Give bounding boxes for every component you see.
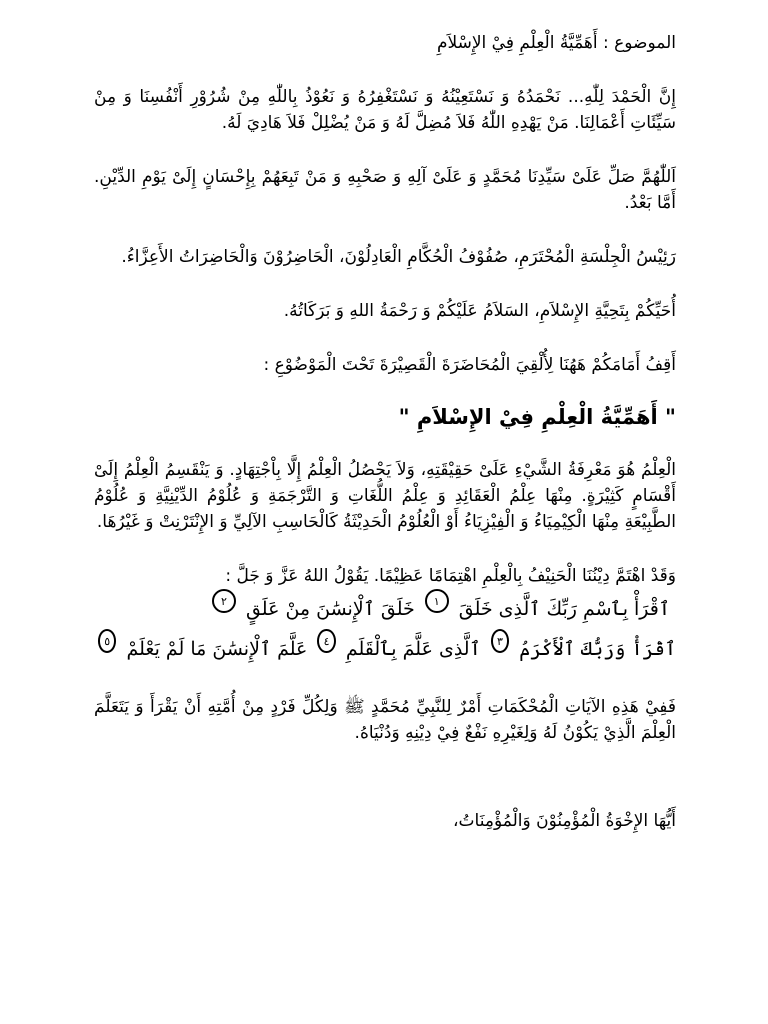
verse-number-marker: ١	[425, 589, 449, 613]
verse-text: ٱقْرَأْ وَرَبُّكَ ٱلْأَكْرَمُ	[519, 638, 676, 660]
verse-number-marker: ٤	[317, 629, 335, 653]
lecture-title: " أَهَمِّيَّةُ الْعِلْمِ فِيْ الإِسْلاَمِ "	[398, 405, 676, 429]
quran-verse-line-2	[94, 629, 676, 669]
definition-paragraph: الْعِلْمُ هُوَ مَعْرِفَةُ الشَّيْءِ عَلَىْ حَقِيْقَتِهِ، وَلاَ يَحْصُلُ الْعِلْمُ إِلَّا بِاْجْتِهَادٍ. وَ يَنْقَسِمُ الْعِلْمُ إِلَىْ أَقْسَامٍ كَثِيْرَةٍ. مِنْهَا عِلْمُ الْعَقَائِدِ وَ عِلْمُ اللُّغَاتِ وَ التَّرْجَمَةِ وَ عُلُوْمُ الدِّيْنِيَّةِ وَ عُلُوْمُ الطَّبِيْعَةِ مِنْهَا الْكِيْمِيَاءُ وَ الْفِيْزِيَاءُ أَوْ الْعُلُوْمُ الْحَدِيْثَةُ كَالْحَاسِبِ الآلِيِّ وَ الإِنْتَرْنِتْ وَ غَيْرُهَا.	[94, 460, 676, 532]
verse-text: ٱلَّذِى عَلَّمَ بِٱلْقَلَمِ	[345, 638, 481, 660]
verse-number-marker: ٥	[98, 629, 116, 653]
verse-number-marker: ٣	[491, 629, 509, 653]
verse-number-marker: ٢	[212, 589, 236, 613]
salawat-paragraph: اَللّٰهُمَّ صَلِّ عَلَىْ سَيِّدِنَا مُحَمَّدٍ وَ عَلَىْ آلِهِ وَ صَحْبِهِ وَ مَنْ تَبِعَهُمْ بِإِحْسَانٍ إِلَىْ يَوْمِ الدِّيْنِ. أَمَّا بَعْدُ.	[94, 167, 676, 213]
address-paragraph: رَئِيْسُ الْجِلْسَةِ الْمُحْتَرَمِ، صُفُوْفُ الْحُكَّامِ الْعَادِلُوْنَ، الْحَاضِرُوْنَ وَالْحَاضِرَاتُ الأَعِزَّاءُ.	[121, 247, 676, 267]
verse-text: ٱقْرَأْ بِٱسْمِ رَبِّكَ ٱلَّذِى خَلَقَ	[458, 598, 670, 620]
subject-line: الموضوع : أَهَمِّيَّةُ الْعِلْمِ فِيْ الإِسْلاَمِ	[436, 33, 676, 53]
opening-paragraph: إِنَّ الْحَمْدَ لِلّٰهِ... نَحْمَدُهُ وَ نَسْتَعِيْنُهُ وَ نَسْتَغْفِرُهُ وَ نَعُوْذُ بِاللّٰهِ مِنْ شُرُوْرِ أَنْفُسِنَا وَ مِنْ سَيِّئَاتِ أَعْمَالِنَا. مَنْ يَهْدِهِ اللّٰهُ فَلاَ مُضِلَّ لَهُ وَ مَنْ يُضْلِلْ فَلاَ هَادِيَ لَهُ.	[94, 87, 676, 133]
brothers-address: أَيُّهَا الإِخْوَةُ الْمُؤْمِنُوْنَ وَالْمُؤْمِنَاتُ،	[453, 811, 676, 831]
quran-intro: وَقَدْ اهْتَمَّ دِيْنُنَا الْحَنِيْفُ بِالْعِلْمِ اهْتِمَامًا عَظِيْمًا. يَقُوْلُ اللهُ عَزَّ وَ جَلَّ :	[225, 566, 676, 586]
verse-text: عَلَّمَ ٱلْإِنسَٰنَ مَا لَمْ يَعْلَمْ	[126, 638, 308, 660]
greeting-paragraph: أُحَيِّكُمْ بِتَحِيَّةِ الإِسْلاَمِ، السَلاَمُ عَلَيْكُمْ وَ رَحْمَةُ اللهِ وَ بَرَكَاتُهُ.	[283, 301, 676, 321]
commentary-paragraph: فَفِيْ هَذِهِ الآيَاتِ الْمُحْكَمَاتِ أَمْرٌ لِلنَّبِيِّ مُحَمَّدٍ ﷺ وَلِكُلِّ فَرْدٍ مِنْ أُمَّتِهِ أَنْ يَقْرَأَ وَ يَتَعَلَّمَ الْعِلْمَ الَّذِيْ يَكُوْنُ لَهُ وَلِغَيْرِهِ نَفْعٌ فِيْ دِيْنِهِ وَدُنْيَاهُ.	[94, 697, 676, 743]
verse-text: خَلَقَ ٱلْإِنسَٰنَ مِنْ عَلَقٍ	[245, 598, 415, 620]
quran-verse-line-1	[94, 589, 676, 629]
intro-paragraph: أَقِفُ أَمَامَكُمْ هَهُنَا لِأُلْقِيَ الْمُحَاضَرَةَ الْقَصِيْرَةَ تَحْتَ الْمَوْضُوْعِ :	[263, 355, 676, 375]
